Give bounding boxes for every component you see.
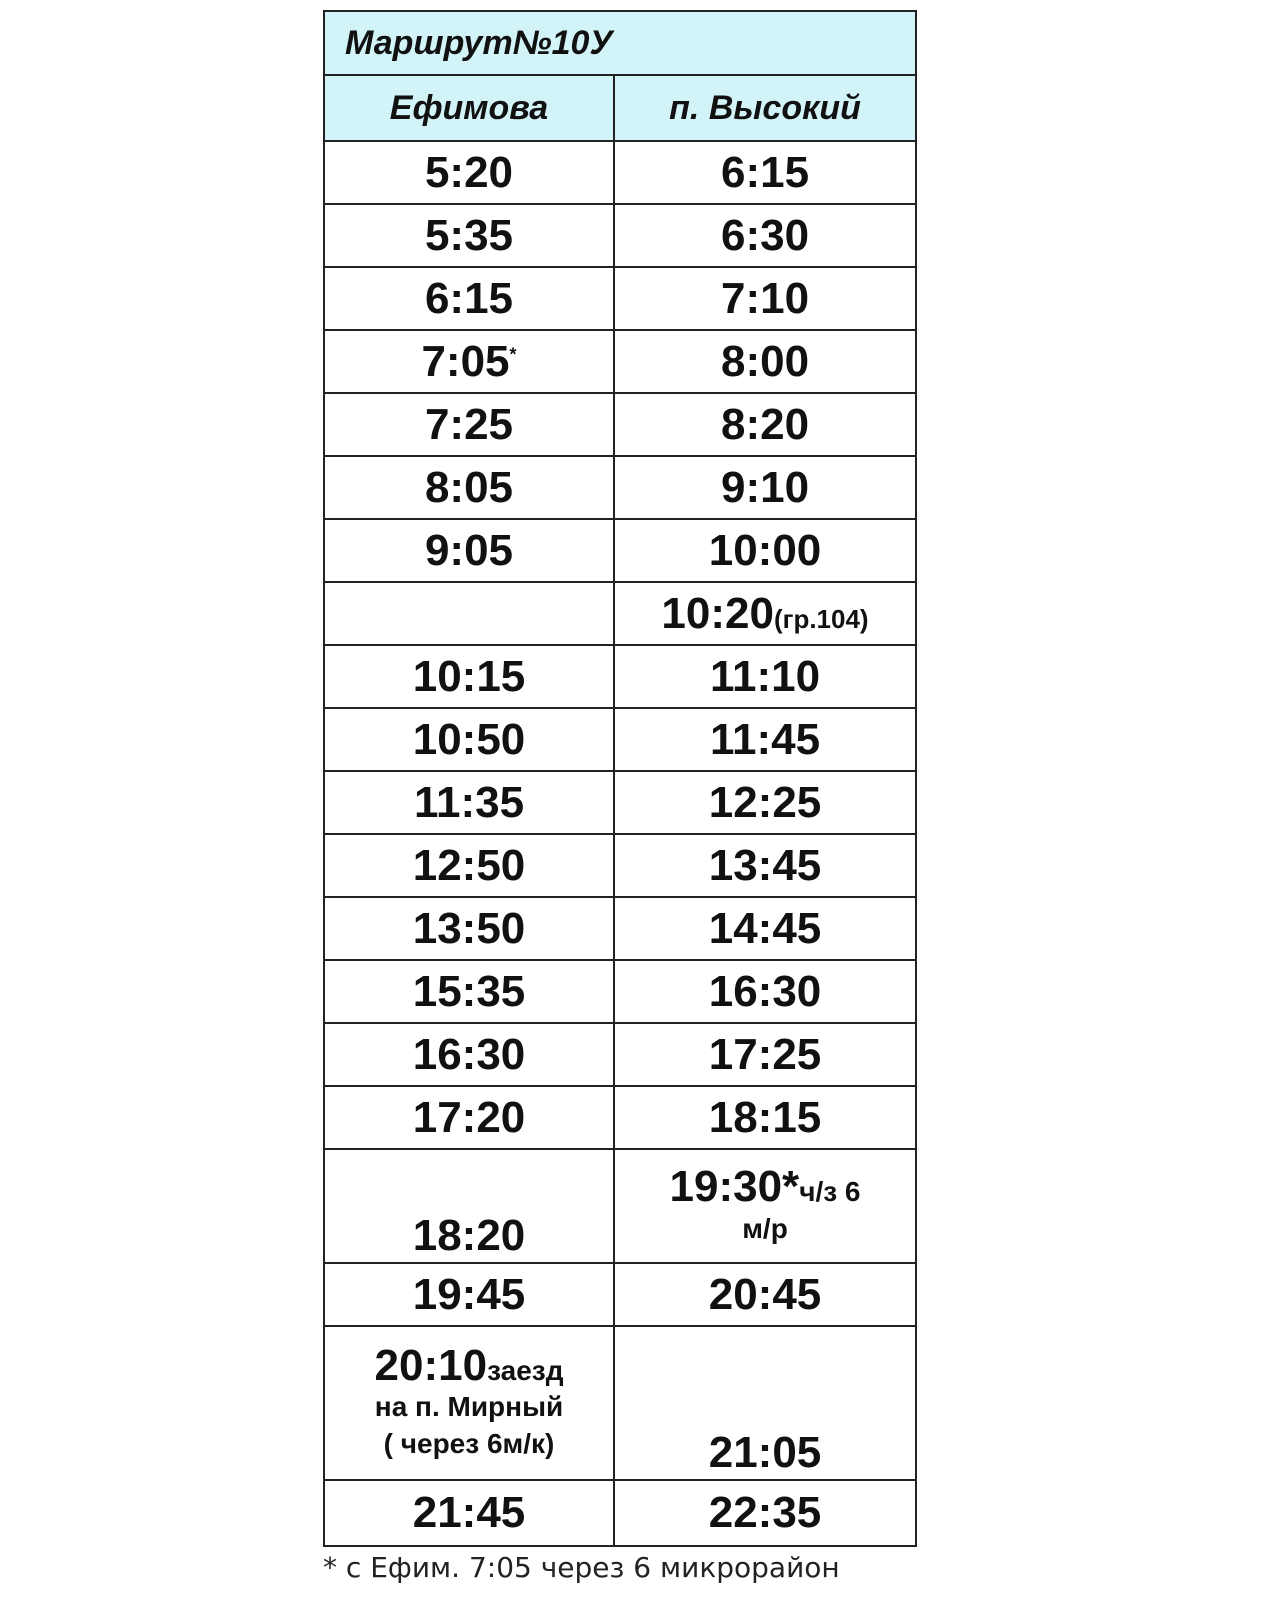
header-row — [324, 75, 916, 141]
departure-efimova: 18:20 — [324, 1149, 614, 1263]
departure-vysokiy: 16:30 — [614, 960, 916, 1023]
time-value: 7:05 — [421, 336, 510, 386]
departure-efimova: 10:15 — [324, 645, 614, 708]
table-row — [324, 708, 916, 771]
table-row — [324, 1326, 916, 1480]
route-note: (гр.104) — [773, 603, 869, 634]
departure-efimova: 8:05 — [324, 456, 614, 519]
table-row — [324, 834, 916, 897]
departure-efimova: 15:35 — [324, 960, 614, 1023]
table-row — [324, 519, 916, 582]
table-row — [324, 456, 916, 519]
departure-efimova: 12:50 — [324, 834, 614, 897]
column-header-vysokiy: п. Высокий — [614, 75, 916, 141]
table-row — [324, 1023, 916, 1086]
departure-vysokiy: 7:10 — [614, 267, 916, 330]
table-row — [324, 960, 916, 1023]
title-row — [324, 11, 916, 75]
table-row — [324, 141, 916, 204]
departure-vysokiy: 14:45 — [614, 897, 916, 960]
time-value: 20:10 — [374, 1340, 488, 1390]
departure-efimova: 7:25 — [324, 393, 614, 456]
departure-efimova: 6:15 — [324, 267, 614, 330]
departure-efimova — [324, 1326, 614, 1480]
time-value: 10:20 — [661, 588, 774, 638]
departure-vysokiy: 21:05 — [614, 1326, 916, 1480]
departure-efimova: 11:35 — [324, 771, 614, 834]
table-row — [324, 267, 916, 330]
route-title: Маршрут№10У — [324, 11, 916, 75]
departure-vysokiy: 22:35 — [614, 1480, 916, 1546]
table-row — [324, 1149, 916, 1263]
departure-efimova — [324, 582, 614, 645]
departure-vysokiy: 6:30 — [614, 204, 916, 267]
route-note-line2: м/р — [742, 1212, 788, 1244]
departure-vysokiy: 18:15 — [614, 1086, 916, 1149]
column-header-efimova: Ефимова — [324, 75, 614, 141]
departure-efimova: 17:20 — [324, 1086, 614, 1149]
departure-efimova: 5:20 — [324, 141, 614, 204]
departure-efimova: 21:45 — [324, 1480, 614, 1546]
departure-vysokiy: 9:10 — [614, 456, 916, 519]
departure-vysokiy: 8:00 — [614, 330, 916, 393]
departure-efimova: 5:35 — [324, 204, 614, 267]
table-row — [324, 393, 916, 456]
departure-vysokiy: 10:00 — [614, 519, 916, 582]
table-row — [324, 1263, 916, 1326]
time-value: 19:30* — [669, 1162, 800, 1212]
departure-vysokiy: 11:45 — [614, 708, 916, 771]
departure-efimova — [324, 330, 614, 393]
table-row — [324, 645, 916, 708]
route-note: заезд — [487, 1354, 564, 1386]
departure-vysokiy: 6:15 — [614, 141, 916, 204]
departure-vysokiy: 20:45 — [614, 1263, 916, 1326]
schedule-sheet — [323, 10, 915, 1584]
table-row — [324, 771, 916, 834]
schedule-table — [323, 10, 917, 1547]
departure-efimova: 10:50 — [324, 708, 614, 771]
departure-vysokiy — [614, 582, 916, 645]
departure-efimova: 9:05 — [324, 519, 614, 582]
departure-vysokiy — [614, 1149, 916, 1263]
departure-vysokiy: 17:25 — [614, 1023, 916, 1086]
table-row — [324, 204, 916, 267]
table-row — [324, 1480, 916, 1546]
route-note: ч/з 6 — [799, 1176, 861, 1208]
table-row — [324, 582, 916, 645]
departure-vysokiy: 12:25 — [614, 771, 916, 834]
table-row — [324, 897, 916, 960]
departure-vysokiy: 8:20 — [614, 393, 916, 456]
table-row — [324, 1086, 916, 1149]
departure-efimova: 16:30 — [324, 1023, 614, 1086]
departure-vysokiy: 11:10 — [614, 645, 916, 708]
table-row — [324, 330, 916, 393]
departure-efimova: 19:45 — [324, 1263, 614, 1326]
footnote-mark: * — [509, 343, 517, 364]
route-note-line3: ( через 6м/к) — [383, 1427, 555, 1459]
footnote: * с Ефим. 7:05 через 6 микрорайон — [323, 1551, 840, 1584]
departure-vysokiy: 13:45 — [614, 834, 916, 897]
departure-efimova: 13:50 — [324, 897, 614, 960]
route-note-line2: на п. Мирный — [374, 1391, 564, 1423]
